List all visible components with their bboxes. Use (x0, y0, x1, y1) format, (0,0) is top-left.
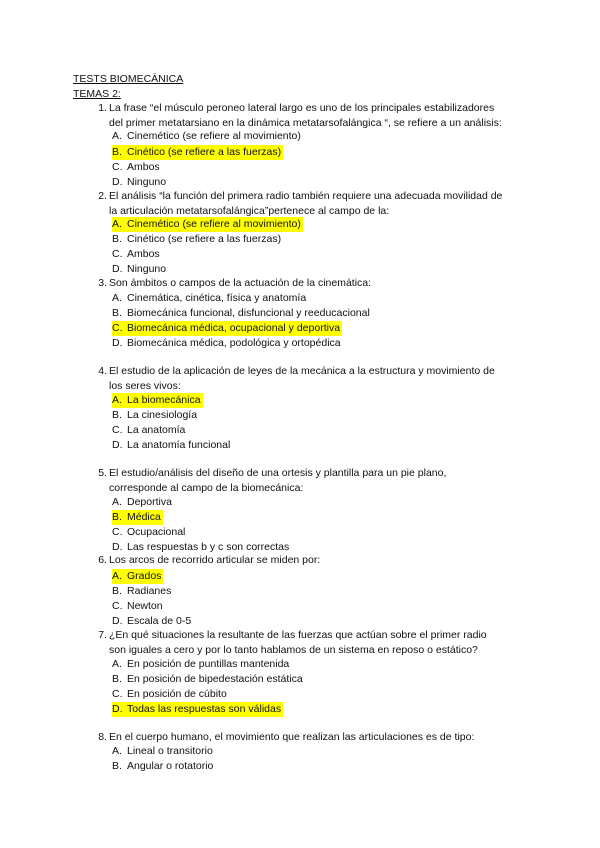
question-text (109, 466, 529, 496)
option-wrap (112, 232, 283, 247)
option-text: Todas las respuestas son válidas (127, 703, 282, 715)
option-text: En posición de bipedestación estática (127, 673, 303, 685)
option-text: Lineal o transitorio (127, 745, 213, 757)
answer-option (112, 247, 162, 262)
answer-option (112, 306, 372, 321)
option-wrap (112, 129, 303, 144)
option-letter: C. (112, 161, 123, 173)
question-text-line: El estudio de la aplicación de leyes de la mecánica a la estructura y movimiento de (109, 365, 495, 377)
option-wrap (112, 175, 168, 190)
option-wrap (112, 423, 187, 438)
option-wrap (112, 702, 283, 717)
option-letter: B. (112, 146, 122, 158)
option-letter: B. (112, 307, 122, 319)
option-wrap (112, 393, 203, 408)
question-number: 7. (98, 629, 107, 641)
option-wrap (112, 145, 283, 160)
option-letter: A. (112, 292, 122, 304)
question-text (109, 628, 529, 658)
option-letter: C. (112, 248, 123, 260)
option-wrap (112, 525, 187, 540)
answer-option (112, 262, 168, 277)
option-wrap (112, 510, 163, 525)
option-letter: C. (112, 526, 123, 538)
option-text: Cinético (se refiere a las fuerzas) (127, 233, 282, 245)
question-text (109, 730, 529, 745)
option-letter: D. (112, 176, 123, 188)
option-letter: B. (112, 409, 122, 421)
option-letter: C. (112, 688, 123, 700)
option-wrap (112, 336, 343, 351)
option-text: Angular o rotatorio (127, 760, 214, 772)
option-text: En posición de puntillas mantenida (127, 658, 290, 670)
option-text: Ninguno (127, 176, 167, 188)
option-wrap (112, 614, 193, 629)
question-text (109, 553, 529, 568)
question-text-line: Los arcos de recorrido articular se miden por: (109, 554, 321, 566)
option-wrap (112, 438, 232, 453)
question-text-line: son iguales a cero y por lo tanto hablamos de un sistema en reposo o estático? (109, 644, 478, 656)
option-letter: A. (112, 570, 122, 582)
option-letter: D. (112, 263, 123, 275)
option-letter: B. (112, 585, 122, 597)
option-letter: A. (112, 658, 122, 670)
question-text-line: En el cuerpo humano, el movimiento que realizan las articulaciones es de tipo: (109, 731, 475, 743)
option-letter: A. (112, 394, 122, 406)
option-wrap (112, 217, 303, 232)
option-letter: C. (112, 600, 123, 612)
option-wrap (112, 744, 215, 759)
option-text: Biomecánica funcional, disfuncional y reeducacional (127, 307, 370, 319)
option-text: Cinemético (se refiere al movimiento) (127, 130, 301, 142)
option-wrap (112, 306, 372, 321)
option-letter: A. (112, 218, 122, 230)
option-letter: D. (112, 541, 123, 553)
answer-option-highlighted (112, 569, 163, 584)
answer-option (112, 175, 168, 190)
option-text: Cinemético (se refiere al movimiento) (127, 218, 301, 230)
question-number: 6. (98, 554, 107, 566)
option-text: Radianes (127, 585, 172, 597)
answer-option (112, 614, 193, 629)
option-wrap (112, 291, 308, 306)
question-text-line: Son ámbitos o campos de la actuación de la cinemática: (109, 277, 372, 289)
option-text: En posición de cúbito (127, 688, 227, 700)
option-letter: A. (112, 130, 122, 142)
question-text-line: ¿En qué situaciones la resultante de las fuerzas que actúan sobre el primer radio (109, 629, 487, 641)
option-text: Las respuestas b y c son correctas (127, 541, 290, 553)
option-wrap (112, 408, 199, 423)
question-text-line: El estudio/análisis del diseño de una ortesis y plantilla para un pie plano, (109, 467, 447, 479)
option-wrap (112, 160, 162, 175)
question-number: 2. (98, 190, 107, 202)
answer-option (112, 438, 232, 453)
answer-option-highlighted (112, 702, 283, 717)
option-letter: D. (112, 615, 123, 627)
question-number: 8. (98, 731, 107, 743)
option-text: Biomecánica médica, podológica y ortopédica (127, 337, 341, 349)
option-letter: D. (112, 703, 123, 715)
option-wrap (112, 321, 342, 336)
question-number: 4. (98, 365, 107, 377)
option-wrap (112, 262, 168, 277)
option-letter: B. (112, 673, 122, 685)
option-letter: A. (112, 745, 122, 757)
option-text: Escala de 0-5 (127, 615, 192, 627)
answer-option-highlighted (112, 145, 283, 160)
document-title: TESTS BIOMECÁNICA (73, 73, 184, 85)
option-text: Cinético (se refiere a las fuerzas) (127, 146, 282, 158)
option-text: Ninguno (127, 263, 167, 275)
option-text: Médica (127, 511, 161, 523)
answer-option (112, 525, 187, 540)
answer-option (112, 744, 215, 759)
option-wrap (112, 495, 174, 510)
option-text: La cinesiología (127, 409, 198, 421)
answer-option (112, 657, 291, 672)
option-wrap (112, 584, 173, 599)
question-text-line: corresponde al campo de la biomecánica: (109, 482, 304, 494)
option-text: La anatomía funcional (127, 439, 231, 451)
answer-option-highlighted (112, 321, 342, 336)
option-text: Ambos (127, 248, 160, 260)
option-wrap (112, 657, 291, 672)
option-letter: C. (112, 424, 123, 436)
option-letter: C. (112, 322, 123, 334)
question-text-line: la articulación metatarsofalángica”pertenece al campo de la: (109, 205, 390, 217)
question-text (109, 189, 529, 219)
answer-option (112, 232, 283, 247)
option-wrap (112, 599, 165, 614)
answer-option (112, 687, 229, 702)
option-text: Biomecánica médica, ocupacional y deportiva (127, 322, 341, 334)
answer-option (112, 672, 305, 687)
option-letter: A. (112, 496, 122, 508)
question-text-line: El análisis “la función del primera radio también requiere una adecuada movilidad de (109, 190, 503, 202)
answer-option-highlighted (112, 393, 203, 408)
answer-option (112, 599, 165, 614)
option-letter: D. (112, 337, 123, 349)
question-number: 3. (98, 277, 107, 289)
option-text: Grados (127, 570, 162, 582)
question-text (109, 364, 529, 394)
option-letter: B. (112, 233, 122, 245)
option-wrap (112, 672, 305, 687)
option-text: La biomecánica (127, 394, 201, 406)
answer-option (112, 408, 199, 423)
option-text: La anatomía (127, 424, 186, 436)
option-text: Ambos (127, 161, 160, 173)
answer-option (112, 759, 215, 774)
answer-option (112, 495, 174, 510)
answer-option (112, 160, 162, 175)
answer-option-highlighted (112, 510, 163, 525)
question-text (109, 276, 529, 291)
option-text: Newton (127, 600, 163, 612)
document-subtitle: TEMAS 2: (73, 88, 121, 100)
option-letter: D. (112, 439, 123, 451)
answer-option (112, 423, 187, 438)
option-text: Deportiva (127, 496, 172, 508)
answer-option (112, 584, 173, 599)
answer-option (112, 291, 308, 306)
question-number: 1. (98, 102, 107, 114)
option-wrap (112, 759, 215, 774)
question-number: 5. (98, 467, 107, 479)
answer-option-highlighted (112, 217, 303, 232)
answer-option (112, 129, 303, 144)
option-text: Cinemática, cinética, física y anatomía (127, 292, 307, 304)
option-wrap (112, 247, 162, 262)
option-wrap (112, 569, 163, 584)
option-letter: B. (112, 760, 122, 772)
question-text-line: del primer metatarsiano en la dinámica metatarsofalángica “, se refiere a un análisis: (109, 117, 502, 129)
question-text-line: La frase “el músculo peroneo lateral largo es uno de los principales estabilizadores (109, 102, 495, 114)
question-text-line: los seres vivos: (109, 380, 181, 392)
question-text (109, 101, 529, 131)
answer-option (112, 336, 343, 351)
option-letter: B. (112, 511, 122, 523)
option-wrap (112, 687, 229, 702)
option-text: Ocupacional (127, 526, 186, 538)
